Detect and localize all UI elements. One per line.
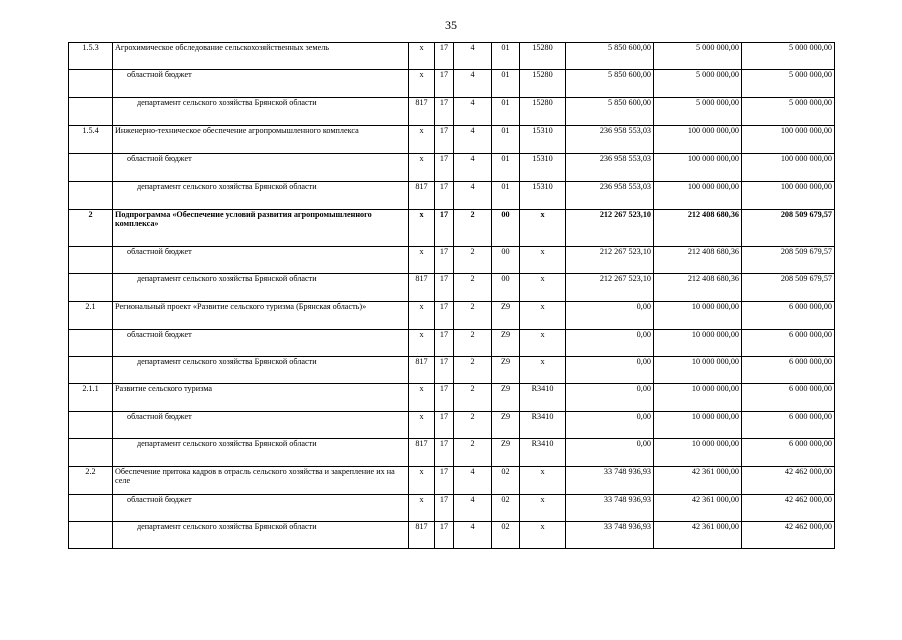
grbs-code-cell: х: [409, 70, 435, 98]
measure-code-cell: 01: [492, 98, 520, 126]
row-number-cell: 2.1: [69, 302, 113, 330]
amount-year1-cell: 33 748 936,93: [566, 495, 654, 522]
amount-year1-cell: 5 850 600,00: [566, 70, 654, 98]
row-name-cell: областной бюджет: [113, 495, 409, 522]
section-code-cell: 17: [435, 98, 454, 126]
grbs-code-cell: 817: [409, 522, 435, 549]
grbs-code-cell: х: [409, 154, 435, 182]
table-row: [69, 384, 835, 412]
target-code-cell: х: [520, 302, 566, 330]
row-number-cell: [69, 274, 113, 302]
subsection-code-cell: 2: [454, 412, 492, 439]
target-code-cell: R3410: [520, 384, 566, 412]
subsection-code-cell: 4: [454, 43, 492, 70]
amount-year2-cell: 212 408 680,36: [654, 210, 742, 247]
target-code-cell: R3410: [520, 439, 566, 467]
subsection-code-cell: 2: [454, 439, 492, 467]
target-code-cell: 15310: [520, 126, 566, 154]
section-code-cell: 17: [435, 274, 454, 302]
subsection-code-cell: 2: [454, 274, 492, 302]
measure-code-cell: Z9: [492, 302, 520, 330]
amount-year1-cell: 236 958 553,03: [566, 126, 654, 154]
amount-year2-cell: 42 361 000,00: [654, 495, 742, 522]
row-name-cell: департамент сельского хозяйства Брянской области: [113, 357, 409, 384]
subsection-code-cell: 2: [454, 302, 492, 330]
row-name-cell: Обеспечение притока кадров в отрасль сельского хозяйства и закрепление их на селе: [113, 467, 409, 495]
target-code-cell: х: [520, 274, 566, 302]
grbs-code-cell: х: [409, 126, 435, 154]
table-body: [69, 43, 835, 549]
amount-year1-cell: 236 958 553,03: [566, 182, 654, 210]
subsection-code-cell: 2: [454, 384, 492, 412]
grbs-code-cell: х: [409, 330, 435, 357]
table-row: [69, 70, 835, 98]
amount-year2-cell: 212 408 680,36: [654, 274, 742, 302]
row-name-cell: областной бюджет: [113, 330, 409, 357]
amount-year3-cell: 6 000 000,00: [742, 357, 835, 384]
row-number-cell: [69, 70, 113, 98]
row-number-cell: [69, 247, 113, 274]
target-code-cell: х: [520, 210, 566, 247]
row-number-cell: 1.5.3: [69, 43, 113, 70]
section-code-cell: 17: [435, 182, 454, 210]
table-row: [69, 274, 835, 302]
row-number-cell: [69, 495, 113, 522]
section-code-cell: 17: [435, 495, 454, 522]
section-code-cell: 17: [435, 247, 454, 274]
table-row: [69, 302, 835, 330]
subsection-code-cell: 4: [454, 182, 492, 210]
target-code-cell: 15310: [520, 154, 566, 182]
row-number-cell: [69, 439, 113, 467]
row-number-cell: 1.5.4: [69, 126, 113, 154]
amount-year1-cell: 0,00: [566, 412, 654, 439]
section-code-cell: 17: [435, 70, 454, 98]
amount-year1-cell: 0,00: [566, 439, 654, 467]
table-row: [69, 182, 835, 210]
amount-year2-cell: 42 361 000,00: [654, 522, 742, 549]
table-row: [69, 495, 835, 522]
row-name-cell: Региональный проект «Развитие сельского туризма (Брянская область)»: [113, 302, 409, 330]
amount-year2-cell: 10 000 000,00: [654, 357, 742, 384]
row-name-cell: департамент сельского хозяйства Брянской области: [113, 182, 409, 210]
table-row: [69, 43, 835, 70]
amount-year1-cell: 212 267 523,10: [566, 247, 654, 274]
table-row: [69, 330, 835, 357]
amount-year1-cell: 5 850 600,00: [566, 98, 654, 126]
amount-year3-cell: 100 000 000,00: [742, 126, 835, 154]
subsection-code-cell: 2: [454, 330, 492, 357]
target-code-cell: 15280: [520, 98, 566, 126]
section-code-cell: 17: [435, 154, 454, 182]
measure-code-cell: 01: [492, 126, 520, 154]
measure-code-cell: 01: [492, 43, 520, 70]
measure-code-cell: Z9: [492, 439, 520, 467]
amount-year1-cell: 33 748 936,93: [566, 522, 654, 549]
amount-year1-cell: 212 267 523,10: [566, 274, 654, 302]
amount-year3-cell: 208 509 679,57: [742, 247, 835, 274]
row-number-cell: [69, 154, 113, 182]
target-code-cell: R3410: [520, 412, 566, 439]
row-number-cell: [69, 330, 113, 357]
measure-code-cell: 01: [492, 70, 520, 98]
amount-year1-cell: 212 267 523,10: [566, 210, 654, 247]
amount-year3-cell: 42 462 000,00: [742, 467, 835, 495]
subsection-code-cell: 2: [454, 210, 492, 247]
grbs-code-cell: 817: [409, 439, 435, 467]
amount-year2-cell: 5 000 000,00: [654, 98, 742, 126]
grbs-code-cell: х: [409, 412, 435, 439]
amount-year2-cell: 212 408 680,36: [654, 247, 742, 274]
table-row: [69, 154, 835, 182]
table-row: [69, 522, 835, 549]
grbs-code-cell: х: [409, 247, 435, 274]
section-code-cell: 17: [435, 439, 454, 467]
amount-year3-cell: 208 509 679,57: [742, 210, 835, 247]
measure-code-cell: 02: [492, 467, 520, 495]
amount-year3-cell: 6 000 000,00: [742, 330, 835, 357]
amount-year3-cell: 42 462 000,00: [742, 522, 835, 549]
row-name-cell: Развитие сельского туризма: [113, 384, 409, 412]
target-code-cell: х: [520, 330, 566, 357]
target-code-cell: х: [520, 467, 566, 495]
grbs-code-cell: 817: [409, 98, 435, 126]
amount-year3-cell: 100 000 000,00: [742, 154, 835, 182]
section-code-cell: 17: [435, 384, 454, 412]
section-code-cell: 17: [435, 330, 454, 357]
amount-year2-cell: 5 000 000,00: [654, 70, 742, 98]
measure-code-cell: Z9: [492, 384, 520, 412]
grbs-code-cell: х: [409, 210, 435, 247]
amount-year1-cell: 5 850 600,00: [566, 43, 654, 70]
target-code-cell: х: [520, 495, 566, 522]
amount-year1-cell: 0,00: [566, 384, 654, 412]
target-code-cell: х: [520, 247, 566, 274]
target-code-cell: 15310: [520, 182, 566, 210]
grbs-code-cell: х: [409, 467, 435, 495]
subsection-code-cell: 4: [454, 126, 492, 154]
row-name-cell: Подпрограмма «Обеспечение условий развития агропромышленного комплекса»: [113, 210, 409, 247]
measure-code-cell: Z9: [492, 412, 520, 439]
amount-year2-cell: 10 000 000,00: [654, 384, 742, 412]
target-code-cell: 15280: [520, 43, 566, 70]
amount-year3-cell: 5 000 000,00: [742, 70, 835, 98]
target-code-cell: х: [520, 357, 566, 384]
section-code-cell: 17: [435, 357, 454, 384]
amount-year2-cell: 10 000 000,00: [654, 439, 742, 467]
amount-year2-cell: 5 000 000,00: [654, 43, 742, 70]
row-number-cell: [69, 357, 113, 384]
measure-code-cell: 00: [492, 210, 520, 247]
row-name-cell: областной бюджет: [113, 70, 409, 98]
section-code-cell: 17: [435, 412, 454, 439]
row-name-cell: департамент сельского хозяйства Брянской области: [113, 274, 409, 302]
amount-year2-cell: 100 000 000,00: [654, 126, 742, 154]
budget-table: [68, 42, 835, 549]
amount-year3-cell: 42 462 000,00: [742, 495, 835, 522]
row-name-cell: департамент сельского хозяйства Брянской области: [113, 98, 409, 126]
subsection-code-cell: 4: [454, 154, 492, 182]
subsection-code-cell: 2: [454, 357, 492, 384]
amount-year1-cell: 33 748 936,93: [566, 467, 654, 495]
grbs-code-cell: х: [409, 43, 435, 70]
section-code-cell: 17: [435, 467, 454, 495]
grbs-code-cell: х: [409, 495, 435, 522]
amount-year2-cell: 42 361 000,00: [654, 467, 742, 495]
table-row: [69, 210, 835, 247]
section-code-cell: 17: [435, 210, 454, 247]
amount-year3-cell: 6 000 000,00: [742, 302, 835, 330]
measure-code-cell: 02: [492, 522, 520, 549]
measure-code-cell: Z9: [492, 330, 520, 357]
table-row: [69, 439, 835, 467]
subsection-code-cell: 4: [454, 70, 492, 98]
subsection-code-cell: 2: [454, 247, 492, 274]
row-number-cell: 2.1.1: [69, 384, 113, 412]
grbs-code-cell: х: [409, 384, 435, 412]
row-name-cell: департамент сельского хозяйства Брянской области: [113, 439, 409, 467]
amount-year2-cell: 10 000 000,00: [654, 302, 742, 330]
table-row: [69, 126, 835, 154]
amount-year2-cell: 10 000 000,00: [654, 412, 742, 439]
row-name-cell: Агрохимическое обследование сельскохозяйственных земель: [113, 43, 409, 70]
measure-code-cell: 00: [492, 274, 520, 302]
measure-code-cell: 01: [492, 154, 520, 182]
amount-year3-cell: 5 000 000,00: [742, 43, 835, 70]
amount-year3-cell: 6 000 000,00: [742, 384, 835, 412]
measure-code-cell: 01: [492, 182, 520, 210]
amount-year2-cell: 10 000 000,00: [654, 330, 742, 357]
amount-year2-cell: 100 000 000,00: [654, 154, 742, 182]
amount-year3-cell: 6 000 000,00: [742, 439, 835, 467]
table-row: [69, 467, 835, 495]
amount-year1-cell: 0,00: [566, 302, 654, 330]
subsection-code-cell: 4: [454, 98, 492, 126]
row-number-cell: [69, 412, 113, 439]
section-code-cell: 17: [435, 522, 454, 549]
row-number-cell: [69, 98, 113, 126]
section-code-cell: 17: [435, 43, 454, 70]
amount-year1-cell: 236 958 553,03: [566, 154, 654, 182]
grbs-code-cell: 817: [409, 274, 435, 302]
grbs-code-cell: 817: [409, 357, 435, 384]
table-row: [69, 412, 835, 439]
amount-year3-cell: 208 509 679,57: [742, 274, 835, 302]
row-name-cell: областной бюджет: [113, 412, 409, 439]
section-code-cell: 17: [435, 302, 454, 330]
amount-year3-cell: 100 000 000,00: [742, 182, 835, 210]
target-code-cell: х: [520, 522, 566, 549]
row-name-cell: департамент сельского хозяйства Брянской области: [113, 522, 409, 549]
section-code-cell: 17: [435, 126, 454, 154]
row-name-cell: областной бюджет: [113, 247, 409, 274]
subsection-code-cell: 4: [454, 467, 492, 495]
subsection-code-cell: 4: [454, 522, 492, 549]
amount-year1-cell: 0,00: [566, 330, 654, 357]
table-row: [69, 98, 835, 126]
row-name-cell: областной бюджет: [113, 154, 409, 182]
measure-code-cell: 00: [492, 247, 520, 274]
table-row: [69, 357, 835, 384]
subsection-code-cell: 4: [454, 495, 492, 522]
grbs-code-cell: х: [409, 302, 435, 330]
row-number-cell: 2: [69, 210, 113, 247]
table-row: [69, 247, 835, 274]
row-number-cell: [69, 182, 113, 210]
page-number: 35: [445, 18, 457, 32]
amount-year3-cell: 5 000 000,00: [742, 98, 835, 126]
row-name-cell: Инженерно-техническое обеспечение агропромышленного комплекса: [113, 126, 409, 154]
row-number-cell: 2.2: [69, 467, 113, 495]
target-code-cell: 15280: [520, 70, 566, 98]
amount-year3-cell: 6 000 000,00: [742, 412, 835, 439]
grbs-code-cell: 817: [409, 182, 435, 210]
row-number-cell: [69, 522, 113, 549]
measure-code-cell: Z9: [492, 357, 520, 384]
amount-year2-cell: 100 000 000,00: [654, 182, 742, 210]
amount-year1-cell: 0,00: [566, 357, 654, 384]
measure-code-cell: 02: [492, 495, 520, 522]
